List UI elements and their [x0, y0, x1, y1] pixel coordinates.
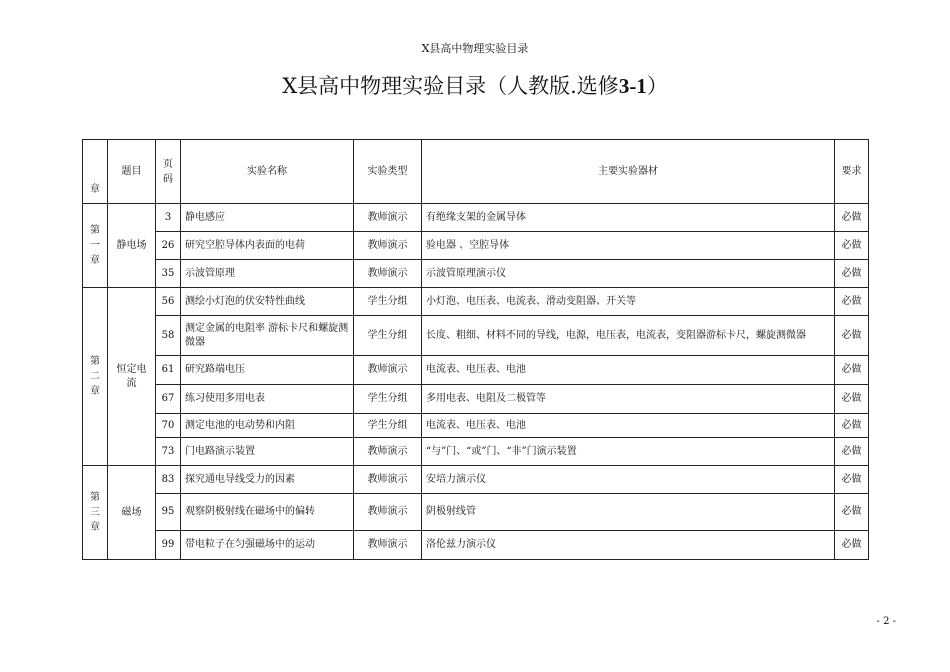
- page-cell: 26: [156, 232, 181, 260]
- page-cell: 95: [156, 494, 181, 531]
- table-row: [83, 316, 869, 356]
- page-cell: 35: [156, 260, 181, 288]
- col-header-topic: 题目: [108, 140, 156, 204]
- experiment-table: [82, 139, 869, 560]
- type-cell: 学生分组: [354, 288, 422, 316]
- page-cell: 3: [156, 204, 181, 232]
- running-header: X县高中物理实验目录: [421, 42, 529, 55]
- equipment-cell: 电流表、电压表、电池: [422, 414, 835, 438]
- page-cell: 83: [156, 466, 181, 494]
- table-row: [83, 414, 869, 438]
- type-cell: 教师演示: [354, 356, 422, 385]
- requirement-cell: 必做: [835, 316, 869, 356]
- page-cell: 67: [156, 385, 181, 414]
- table-row: [83, 204, 869, 232]
- requirement-cell: 必做: [835, 494, 869, 531]
- table-header-row: [83, 140, 869, 204]
- equipment-cell: 洛伦兹力演示仪: [422, 531, 835, 560]
- type-cell: 学生分组: [354, 316, 422, 356]
- name-cell: 研究空腔导体内表面的电荷: [181, 232, 354, 260]
- col-header-type: 实验类型: [354, 140, 422, 204]
- title-close: ）: [646, 74, 668, 98]
- equipment-cell: 电流表、电压表、电池: [422, 356, 835, 385]
- title-main: X县高中物理实验目录（人教版.选修: [282, 74, 619, 98]
- type-cell: 教师演示: [354, 232, 422, 260]
- type-cell: 教师演示: [354, 260, 422, 288]
- requirement-cell: 必做: [835, 438, 869, 466]
- col-header-equipment: 主要实验器材: [422, 140, 835, 204]
- chapter-cell: 第一章: [83, 204, 108, 288]
- table-row: [83, 356, 869, 385]
- col-header-page-text: 页码: [163, 158, 173, 185]
- col-header-requirement: 要求: [835, 140, 869, 204]
- equipment-cell: 示波管原理演示仪: [422, 260, 835, 288]
- page-cell: 58: [156, 316, 181, 356]
- requirement-cell: 必做: [835, 385, 869, 414]
- name-cell: 带电粒子在匀强磁场中的运动: [181, 531, 354, 560]
- requirement-cell: 必做: [835, 260, 869, 288]
- page-cell: 56: [156, 288, 181, 316]
- chapter-cell: 第二章: [83, 288, 108, 466]
- equipment-cell: 小灯泡、电压表、电流表、滑动变阻器、开关等: [422, 288, 835, 316]
- table-row: [83, 531, 869, 560]
- requirement-cell: 必做: [835, 232, 869, 260]
- page-cell: 73: [156, 438, 181, 466]
- requirement-cell: 必做: [835, 414, 869, 438]
- name-cell: 测定金属的电阻率 游标卡尺和螺旋测微器: [181, 316, 354, 356]
- type-cell: 教师演示: [354, 204, 422, 232]
- chapter-cell: 第三章: [83, 466, 108, 560]
- name-cell: 练习使用多用电表: [181, 385, 354, 414]
- requirement-cell: 必做: [835, 288, 869, 316]
- page-cell: 61: [156, 356, 181, 385]
- name-cell: 示波管原理: [181, 260, 354, 288]
- table-row: [83, 288, 869, 316]
- type-cell: 教师演示: [354, 531, 422, 560]
- name-cell: 研究路端电压: [181, 356, 354, 385]
- type-cell: 学生分组: [354, 385, 422, 414]
- name-cell: 测绘小灯泡的伏安特性曲线: [181, 288, 354, 316]
- type-cell: 教师演示: [354, 438, 422, 466]
- name-cell: 测定电池的电动势和内阻: [181, 414, 354, 438]
- equipment-cell: 有绝缘支架的金属导体: [422, 204, 835, 232]
- type-cell: 教师演示: [354, 494, 422, 531]
- table-row: [83, 385, 869, 414]
- topic-cell: 恒定电流: [108, 288, 156, 466]
- equipment-cell: 长度、粗细、材料不同的导线，电源，电压表，电流表，变阻器游标卡尺，螺旋测微器: [422, 316, 835, 356]
- name-cell: 探究通电导线受力的因素: [181, 466, 354, 494]
- col-header-chapter: 章: [83, 140, 108, 204]
- topic-cell: 磁场: [108, 466, 156, 560]
- equipment-cell: 验电器 、空腔导体: [422, 232, 835, 260]
- table-row: [83, 438, 869, 466]
- requirement-cell: 必做: [835, 204, 869, 232]
- equipment-cell: 多用电表、电阻及二极管等: [422, 385, 835, 414]
- requirement-cell: 必做: [835, 531, 869, 560]
- requirement-cell: 必做: [835, 466, 869, 494]
- name-cell: 观察阴极射线在磁场中的偏转: [181, 494, 354, 531]
- table-row: [83, 494, 869, 531]
- table-row: [83, 232, 869, 260]
- equipment-cell: 安培力演示仪: [422, 466, 835, 494]
- equipment-cell: 阴极射线管: [422, 494, 835, 531]
- page-cell: 99: [156, 531, 181, 560]
- title-suffix: 3-1: [618, 74, 647, 98]
- table-row: [83, 466, 869, 494]
- page-number: - 2 -: [876, 616, 896, 627]
- topic-cell: 静电场: [108, 204, 156, 288]
- type-cell: 学生分组: [354, 414, 422, 438]
- page-cell: 70: [156, 414, 181, 438]
- name-cell: 静电感应: [181, 204, 354, 232]
- col-header-name: 实验名称: [181, 140, 354, 204]
- table-row: [83, 260, 869, 288]
- requirement-cell: 必做: [835, 356, 869, 385]
- equipment-cell: “与”门、“或”门、“非”门演示装置: [422, 438, 835, 466]
- type-cell: 教师演示: [354, 466, 422, 494]
- col-header-page: [156, 140, 181, 204]
- name-cell: 门电路演示装置: [181, 438, 354, 466]
- document-title: [0, 70, 950, 100]
